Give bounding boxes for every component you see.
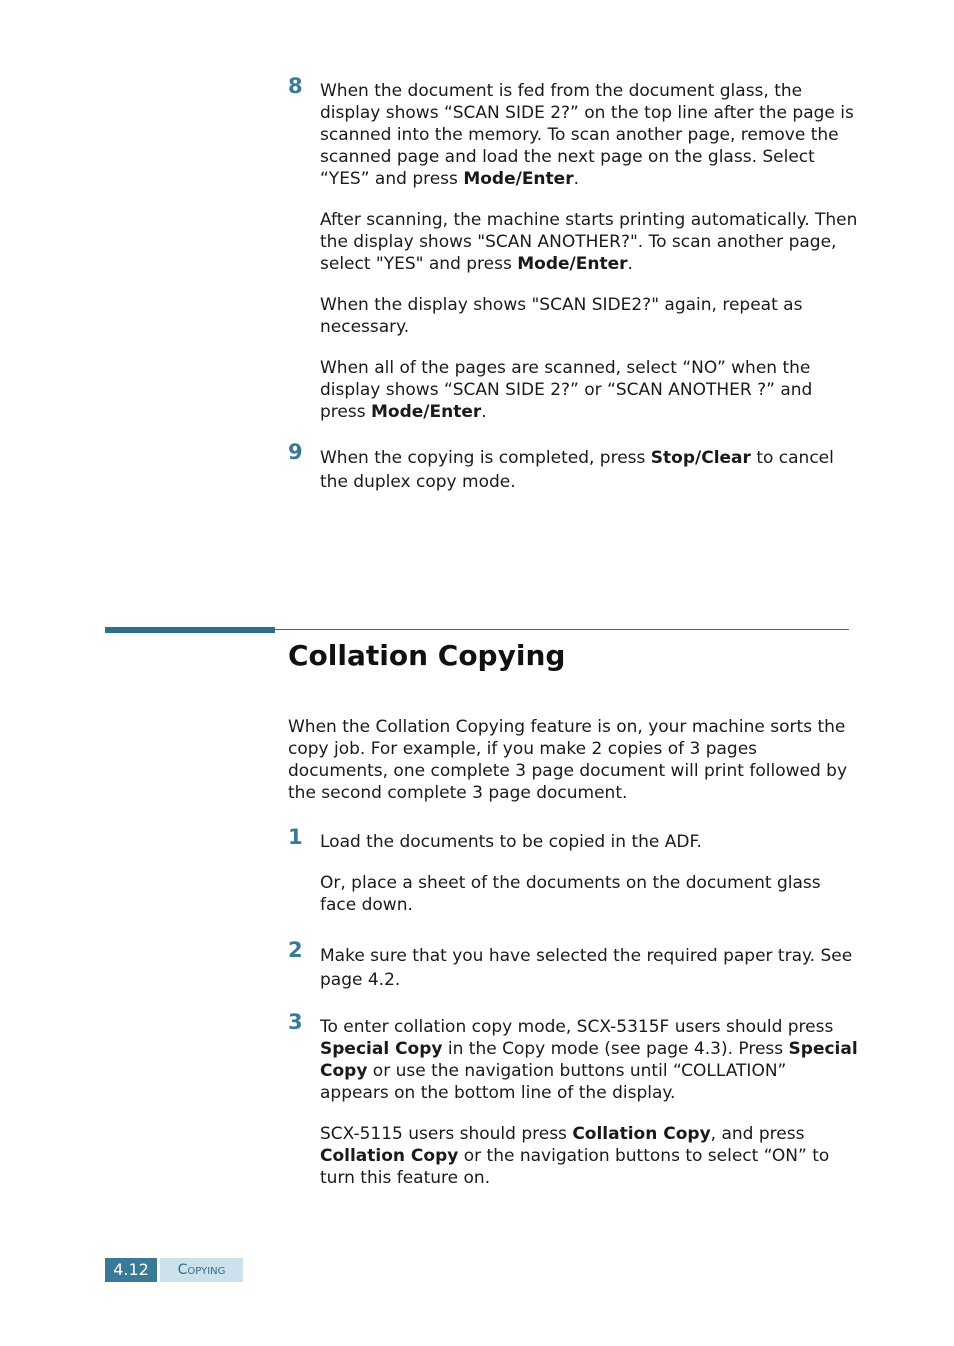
section-rule-thin [275, 629, 849, 630]
step-1-paragraph-1: Load the documents to be copied in the ADF. [320, 832, 702, 852]
step-number: 9 [288, 440, 303, 464]
section-intro: When the Collation Copying feature is on, your machine sorts the copy job. For example, if you make 2 copies of 3 pages documents, one complete 3 page document will print followed by the second complete 3 page document. [288, 717, 848, 803]
step-3 [288, 1010, 858, 1189]
step-number: 2 [288, 938, 303, 962]
step-8 [288, 74, 858, 423]
step-3-paragraph-1: To enter collation copy mode, SCX-5315F users should press Special Copy in the Copy mode (see page 4.3). Press Special Copy or use the navigation buttons until “COLLATION” appears on the bottom line of the display. [320, 1017, 858, 1103]
step-9 [288, 440, 858, 494]
step-8-paragraph-2: After scanning, the machine starts printing automatically. Then the display shows "SCAN ANOTHER?". To scan another page, select "YES" and press Mode/Enter. [320, 210, 858, 274]
step-2-paragraph-1: Make sure that you have selected the required paper tray. See page 4.2. [320, 946, 853, 990]
step-3-paragraph-2: SCX-5115 users should press Collation Copy, and press Collation Copy or the navigation buttons to select “ON” to turn this feature on. [320, 1124, 830, 1188]
step-1 [288, 825, 858, 916]
section-title: Collation Copying [288, 639, 566, 672]
section-rule-thick [105, 627, 275, 633]
step-8-paragraph-4: When all of the pages are scanned, select “NO” when the display shows “SCAN SIDE 2?” or “SCAN ANOTHER ?” and press Mode/Enter. [320, 358, 813, 422]
step-8-paragraph-3: When the display shows "SCAN SIDE2?" again, repeat as necessary. [320, 295, 803, 337]
step-2 [288, 938, 858, 992]
step-number: 3 [288, 1010, 303, 1034]
step-number: 1 [288, 825, 303, 849]
page-number: 4.12 [105, 1258, 157, 1282]
step-8-paragraph-1: When the document is fed from the document glass, the display shows “SCAN SIDE 2?” on the top line after the page is scanned into the memory. To scan another page, remove the scanned page and load the next page on the glass. Select “YES” and press Mode/Enter. [320, 81, 854, 189]
step-9-paragraph-1: When the copying is completed, press Stop/Clear to cancel the duplex copy mode. [320, 448, 834, 492]
step-1-paragraph-2: Or, place a sheet of the documents on the document glass face down. [320, 873, 821, 915]
step-number: 8 [288, 74, 303, 98]
chapter-label: Copying [160, 1258, 243, 1282]
